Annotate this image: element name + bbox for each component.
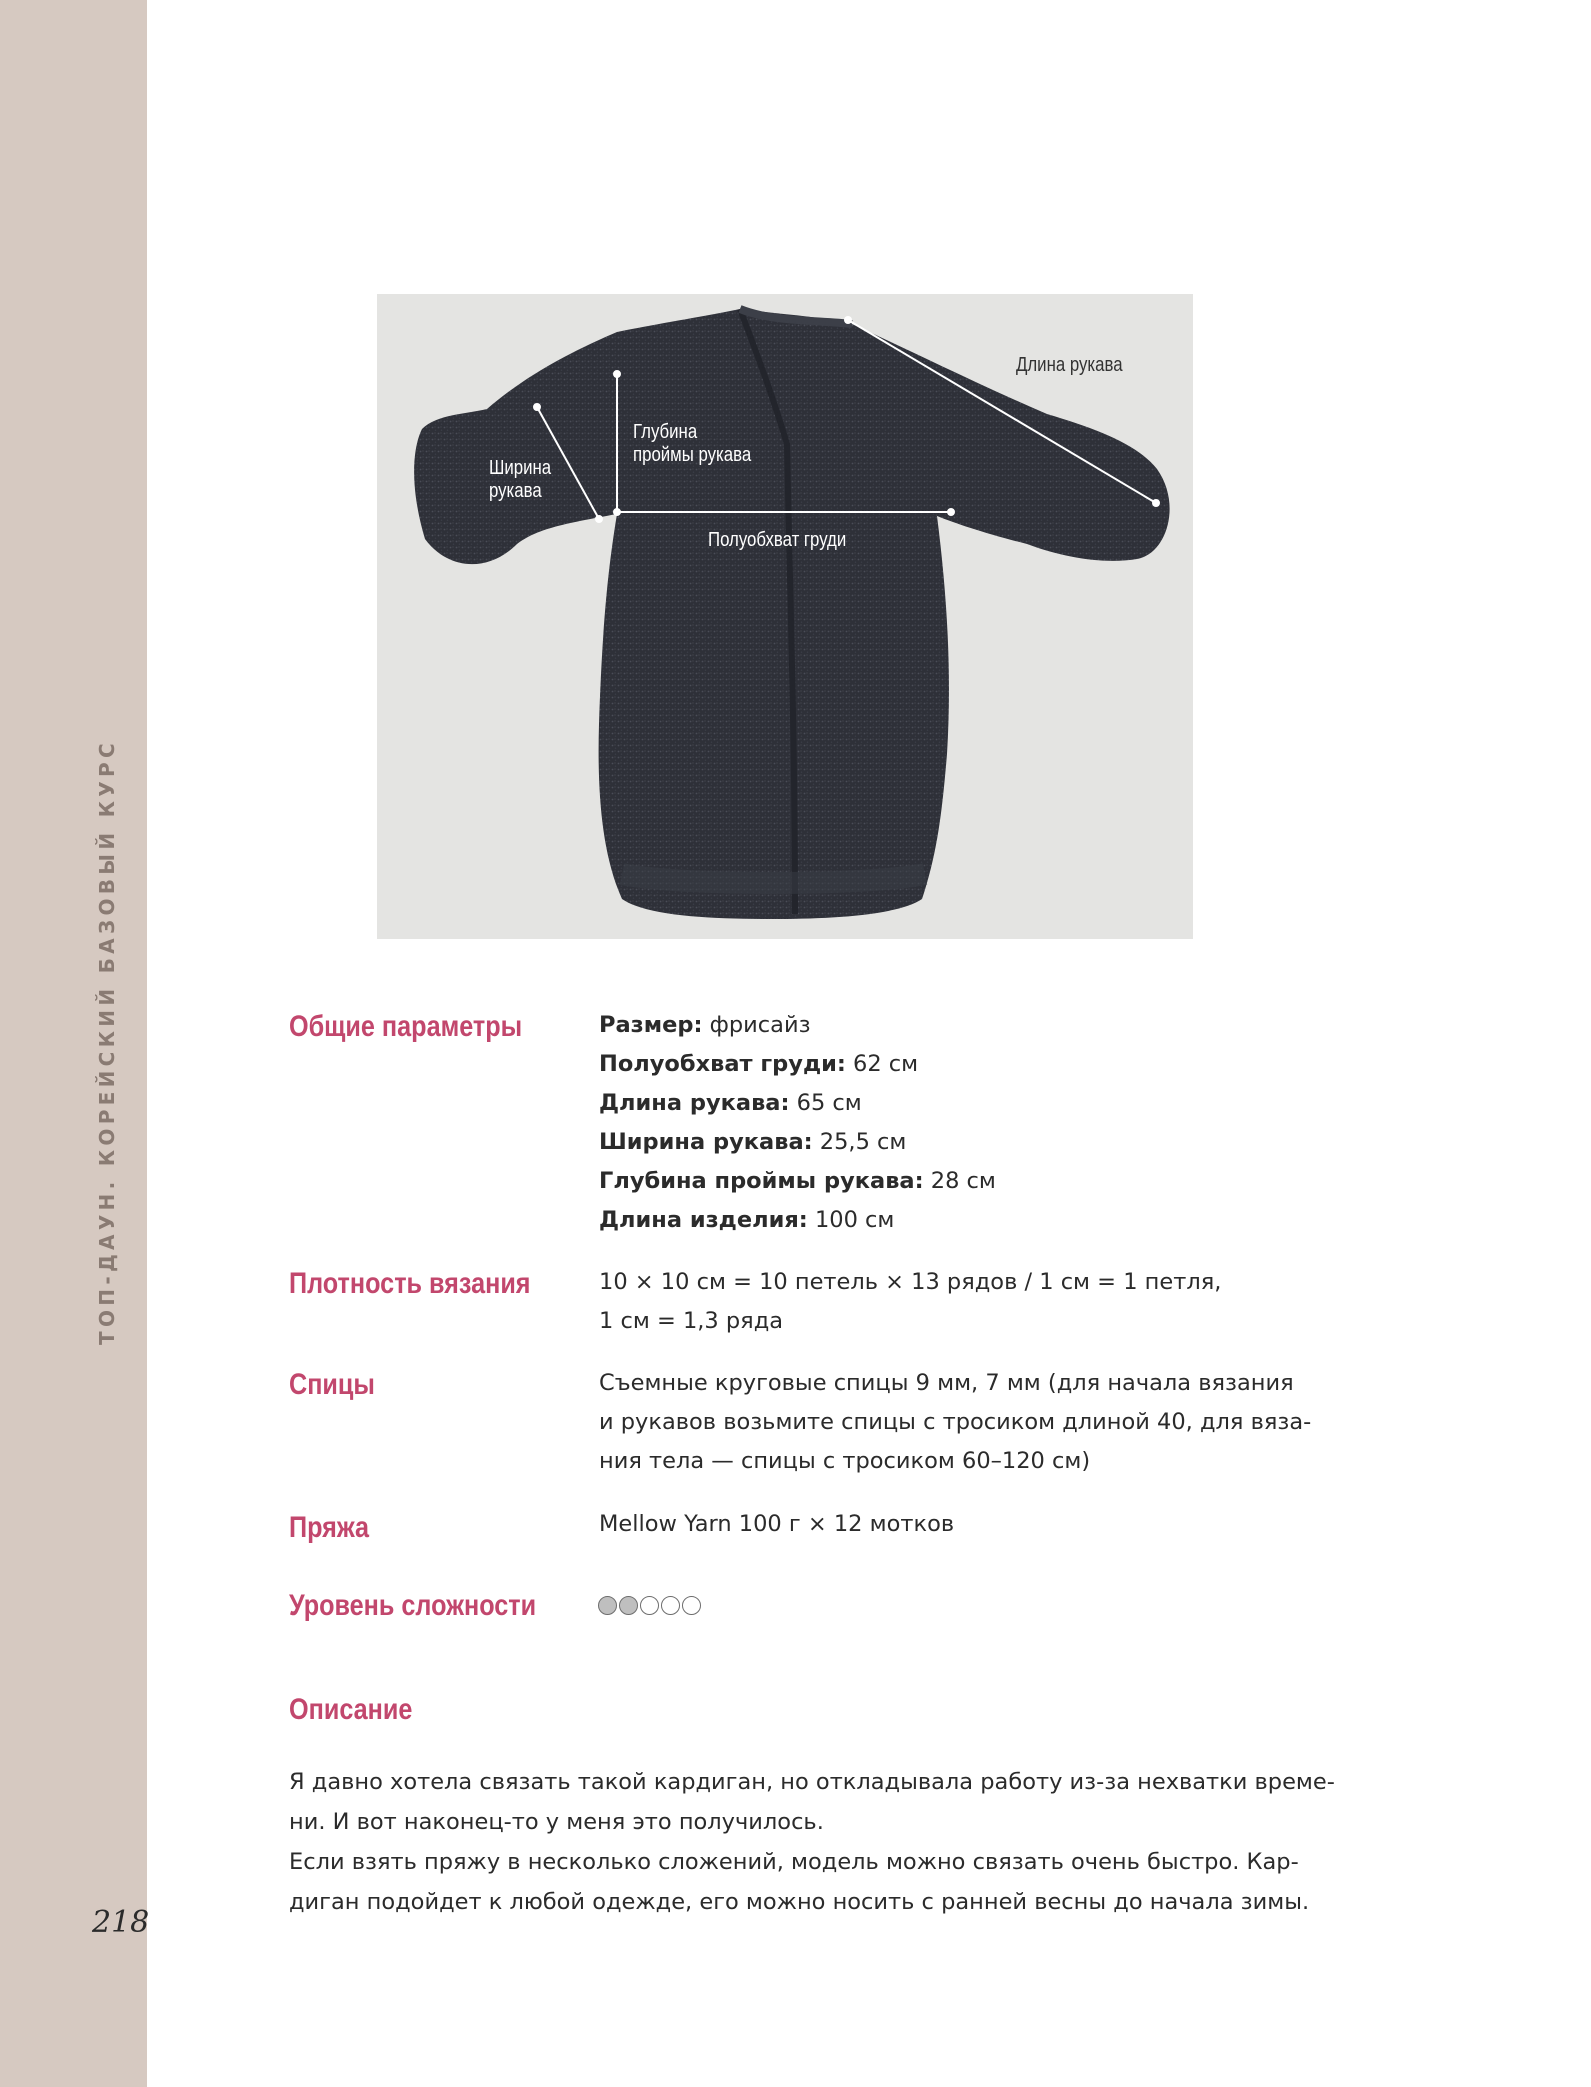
half-chest-label: Полуобхват груди <box>708 529 847 551</box>
armhole-depth-label-line2: проймы рукава <box>633 444 752 466</box>
yarn-value: Mellow Yarn 100 г × 12 мотков <box>599 1511 955 1537</box>
param-armhole-depth: Глубина проймы рукава: 28 см <box>599 1168 996 1194</box>
param-size: Размер: фрисайз <box>599 1012 811 1038</box>
needles-line-1: Съемные круговые спицы 9 мм, 7 мм (для начала вязания <box>599 1370 1294 1396</box>
gauge-line-2: 1 см = 1,3 ряда <box>599 1308 784 1334</box>
cardigan-illustration <box>377 294 1193 939</box>
page-number: 218 <box>92 1905 150 1940</box>
armhole-depth-label-line1: Глубина <box>633 421 698 443</box>
hem-rib <box>622 874 925 883</box>
difficulty-dot <box>661 1596 680 1615</box>
param-sleeve-width: Ширина рукава: 25,5 см <box>599 1129 907 1155</box>
sleeve-width-label-line2: рукава <box>489 480 542 502</box>
needles-line-3: ния тела — спицы с тросиком 60–120 см) <box>599 1448 1091 1474</box>
general-params-label: Общие параметры <box>289 1010 523 1043</box>
left-sleeve <box>414 332 617 564</box>
difficulty-dot <box>682 1596 701 1615</box>
difficulty-dot <box>619 1596 638 1615</box>
needles-value <box>599 1364 1311 1481</box>
yarn-label: Пряжа <box>289 1511 370 1544</box>
param-sleeve-length: Длина рукава: 65 см <box>599 1090 862 1116</box>
description-heading: Описание <box>289 1693 413 1726</box>
needles-line-2: и рукавов возьмите спицы с тросиком длиной 40, для вяза- <box>599 1409 1312 1435</box>
param-half-chest: Полуобхват груди: 62 см <box>599 1051 919 1077</box>
running-head: ТОП-ДАУН. КОРЕЙСКИЙ БАЗОВЫЙ КУРС <box>95 739 119 1345</box>
gauge-label: Плотность вязания <box>289 1267 531 1300</box>
cardigan-photo <box>377 294 1193 939</box>
difficulty-label: Уровень сложности <box>289 1589 537 1622</box>
sleeve-length-label: Длина рукава <box>1016 354 1123 376</box>
gauge-line-1: 10 × 10 см = 10 петель × 13 рядов / 1 см = 1 петля, <box>599 1269 1222 1295</box>
description-text <box>289 1762 1335 1922</box>
param-garment-length: Длина изделия: 100 см <box>599 1207 895 1233</box>
description-line: Если взять пряжу в несколько сложений, модель можно связать очень быстро. Кар- <box>289 1849 1299 1875</box>
needles-label: Спицы <box>289 1368 375 1401</box>
description-line: Я давно хотела связать такой кардиган, но откладывала работу из-за нехватки време- <box>289 1769 1335 1795</box>
gauge-value <box>599 1263 1221 1341</box>
general-params-list <box>599 1006 996 1240</box>
description-line: диган подойдет к любой одежде, его можно носить с ранней весны до начала зимы. <box>289 1889 1310 1915</box>
sleeve-width-label-line1: Ширина <box>489 457 552 479</box>
difficulty-dot <box>598 1596 617 1615</box>
difficulty-dot <box>640 1596 659 1615</box>
description-line: ни. И вот наконец-то у меня это получилось. <box>289 1809 824 1835</box>
side-strip <box>0 0 150 2087</box>
